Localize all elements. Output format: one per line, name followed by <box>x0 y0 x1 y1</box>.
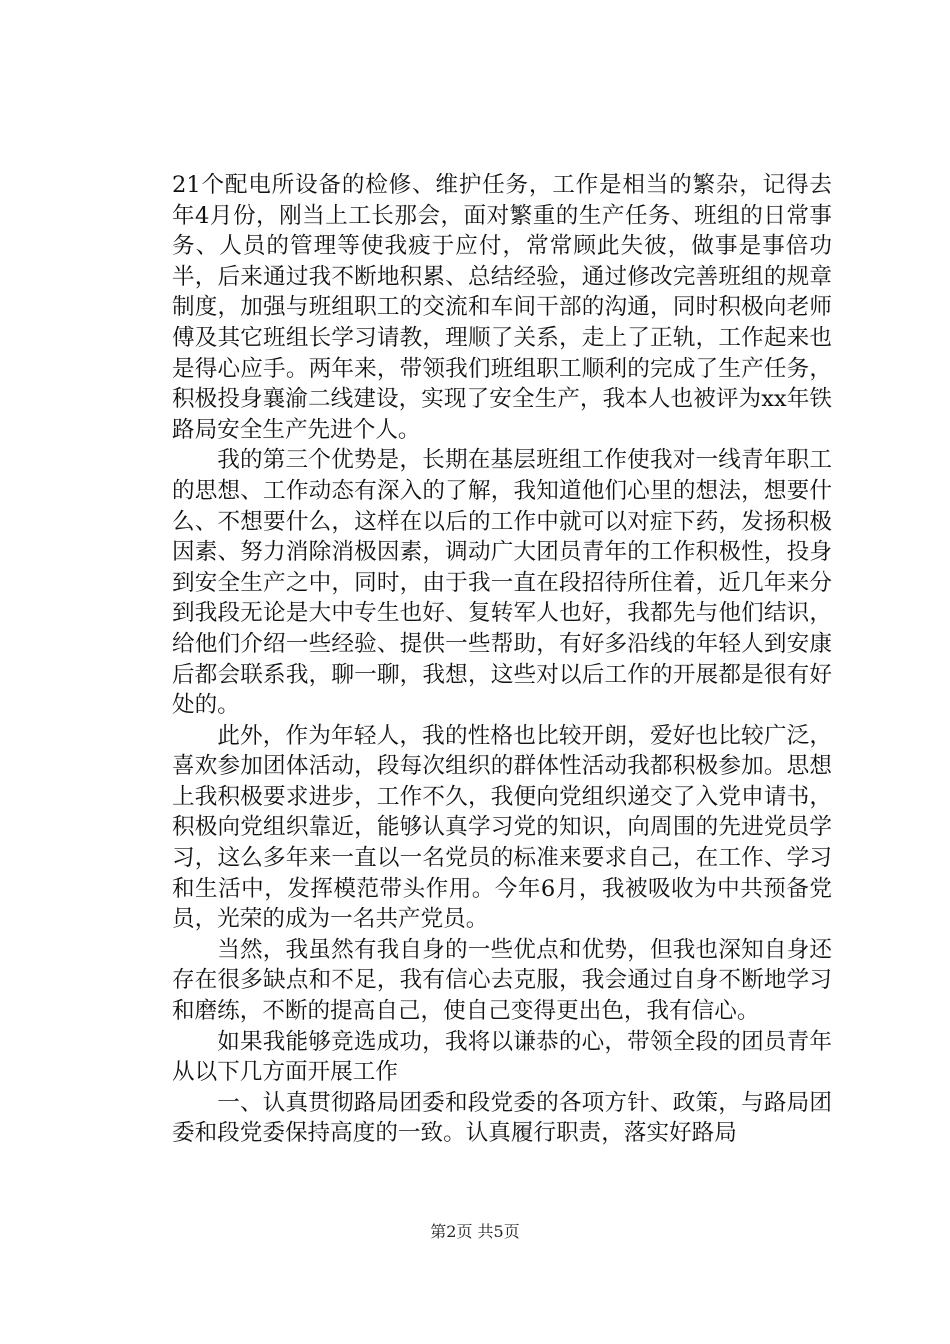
page-footer: 第2页 共5页 <box>430 1222 520 1241</box>
paragraph-third-advantage: 我的第三个优势是，长期在基层班组工作使我对一线青年职工的思想、工作动态有深入的了解，我知道他们心里的想法，想要什么、不想要什么，这样在以后的工作中就可以对症下药，发扬积极因素、努力消除消极因素，调动广大团员青年的工作积极性，投身到安全生产之中，同时，由于我一直在段招待所住着，近几年来分到我段无论是大中专生也好、复转军人也好，我都先与他们结识，给他们介绍一些经验、提供一些帮助，有好多沿线的年轻人到安康后都会联系我，聊一聊，我想，这些对以后工作的开展都是很有好处的。 <box>172 447 832 719</box>
paragraph-personality: 此外，作为年轻人，我的性格也比较开朗，爱好也比较广泛，喜欢参加团体活动，段每次组织的群体性活动我都积极参加。思想上我积极要求进步，工作不久，我便向党组织递交了入党申请书，积极向党组织靠近，能够认真学习党的知识，向周围的先进党员学习，这么多年来一直以一名党员的标准来要求自己，在工作、学习和生活中，发挥模范带头作用。今年6月，我被吸收为中共预备党员，光荣的成为一名共产党员。 <box>172 722 832 933</box>
document-body <box>172 170 832 1149</box>
paragraph-election-intro: 如果我能够竞选成功，我将以谦恭的心，带领全段的团员青年从以下几方面开展工作 <box>172 1028 832 1086</box>
paragraph-shortcomings: 当然，我虽然有我自身的一些优点和优势，但我也深知自身还存在很多缺点和不足，我有信心去克服，我会通过自身不断地学习和磨练，不断的提高自己，使自己变得更出色，我有信心。 <box>172 936 832 1025</box>
paragraph-continuation: 21个配电所设备的检修、维护任务，工作是相当的繁杂，记得去年4月份，刚当上工长那会，面对繁重的生产任务、班组的日常事务、人员的管理等使我疲于应付，常常顾此失彼，做事是事倍功半，后来通过我不断地积累、总结经验，通过修改完善班组的规章制度，加强与班组职工的交流和车间干部的沟通，同时积极向老师傅及其它班组长学习请教，理顺了关系，走上了正轨，工作起来也是得心应手。两年来，带领我们班组职工顺利的完成了生产任务，积极投身襄渝二线建设，实现了安全生产，我本人也被评为xx年铁路局安全生产先进个人。 <box>172 172 832 443</box>
paragraph-item-one: 一、认真贯彻路局团委和段党委的各项方针、政策，与路局团委和段党委保持高度的一致。认真履行职责，落实好路局 <box>172 1089 832 1147</box>
